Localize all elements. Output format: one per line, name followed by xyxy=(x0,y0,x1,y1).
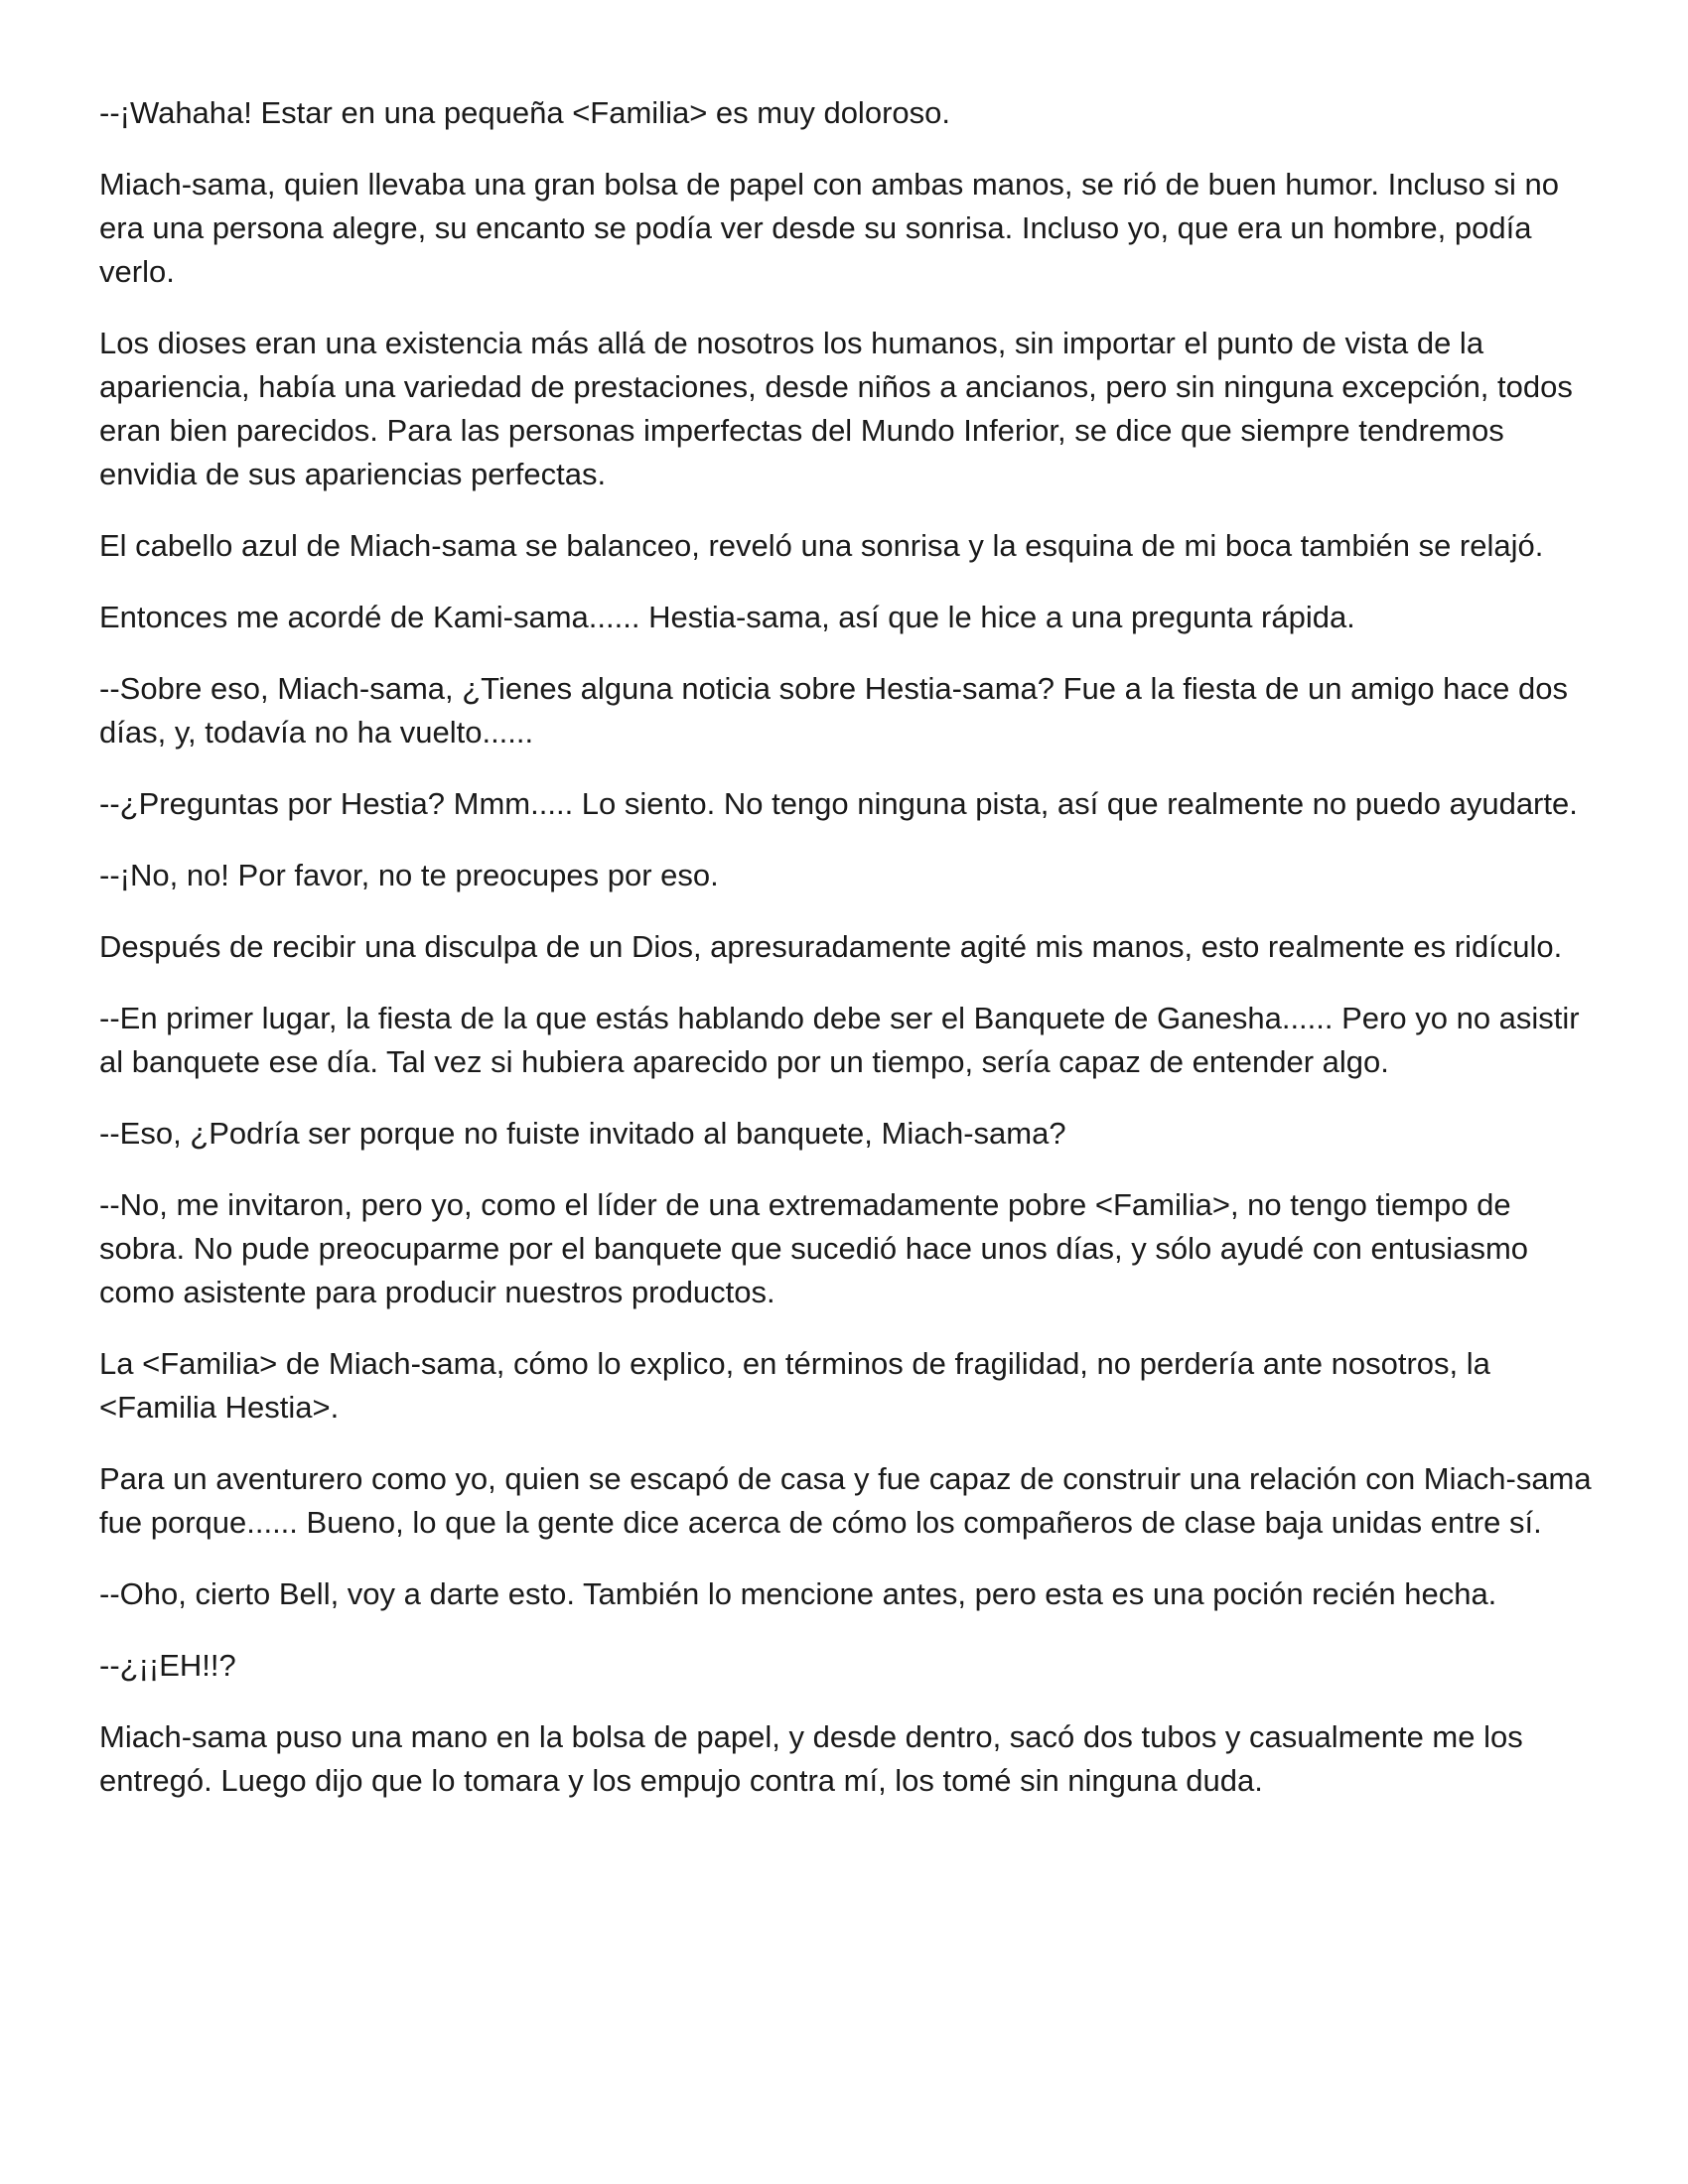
paragraph: Para un aventurero como yo, quien se escapó de casa y fue capaz de construir una relación con Miach-sama fue porque...... Bueno, lo que la gente dice acerca de cómo los compañeros de clase baja unidas entre sí. xyxy=(99,1461,1592,1540)
paragraph: --¡Wahaha! Estar en una pequeña <Familia> es muy doloroso. xyxy=(99,95,950,130)
document-page xyxy=(99,91,1599,1831)
paragraph: Miach-sama, quien llevaba una gran bolsa de papel con ambas manos, se rió de buen humor. Incluso si no era una persona alegre, su encanto se podía ver desde su sonrisa. Incluso yo, que era un hombre, podía verlo. xyxy=(99,167,1559,289)
paragraph: --En primer lugar, la fiesta de la que estás hablando debe ser el Banquete de Ganesha...... Pero yo no asistir al banquete ese día. Tal vez si hubiera aparecido por un tiempo, sería capaz de entender algo. xyxy=(99,1001,1580,1079)
paragraph: --Eso, ¿Podría ser porque no fuiste invitado al banquete, Miach-sama? xyxy=(99,1116,1066,1151)
paragraph: --¿Preguntas por Hestia? Mmm..... Lo siento. No tengo ninguna pista, así que realmente no puedo ayudarte. xyxy=(99,786,1578,821)
paragraph: La <Familia> de Miach-sama, cómo lo explico, en términos de fragilidad, no perdería ante nosotros, la <Familia Hestia>. xyxy=(99,1346,1490,1425)
paragraph: --¿¡¡EH!!? xyxy=(99,1648,236,1683)
paragraph: Miach-sama puso una mano en la bolsa de papel, y desde dentro, sacó dos tubos y casualmente me los entregó. Luego dijo que lo tomara y los empujo contra mí, los tomé sin ninguna duda. xyxy=(99,1719,1523,1798)
paragraph: Entonces me acordé de Kami-sama...... Hestia-sama, así que le hice a una pregunta rápida. xyxy=(99,600,1355,634)
paragraph: --Oho, cierto Bell, voy a darte esto. También lo mencione antes, pero esta es una poción recién hecha. xyxy=(99,1576,1497,1611)
paragraph: --No, me invitaron, pero yo, como el líder de una extremadamente pobre <Familia>, no tengo tiempo de sobra. No pude preocuparme por el banquete que sucedió hace unos días, y sólo ayudé con entusiasmo como asistente para producir nuestros productos. xyxy=(99,1187,1529,1309)
paragraph: --Sobre eso, Miach-sama, ¿Tienes alguna noticia sobre Hestia-sama? Fue a la fiesta de un amigo hace dos días, y, todavía no ha vuelto...... xyxy=(99,671,1568,750)
paragraph: Después de recibir una disculpa de un Dios, apresuradamente agité mis manos, esto realmente es ridículo. xyxy=(99,929,1563,964)
paragraph: El cabello azul de Miach-sama se balanceo, reveló una sonrisa y la esquina de mi boca también se relajó. xyxy=(99,528,1544,563)
paragraph: Los dioses eran una existencia más allá de nosotros los humanos, sin importar el punto de vista de la apariencia, había una variedad de prestaciones, desde niños a ancianos, pero sin ninguna excepción, todos eran bien parecidos. Para las personas imperfectas del Mundo Inferior, se dice que siempre tendremos envidia de sus apariencias perfectas. xyxy=(99,326,1573,491)
paragraph: --¡No, no! Por favor, no te preocupes por eso. xyxy=(99,858,719,892)
